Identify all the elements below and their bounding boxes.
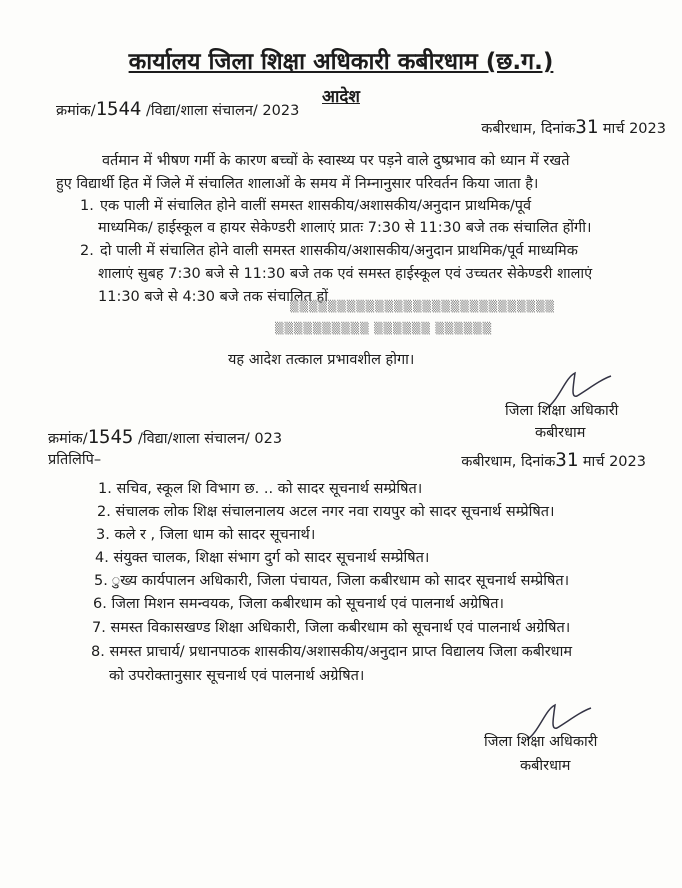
ref-prefix: क्रमांक/ <box>48 431 88 447</box>
point-number: 2. <box>80 243 94 259</box>
ref-suffix: /विद्या/शाला संचालन/ 023 <box>133 431 283 447</box>
ref-number: 1544 <box>95 98 142 120</box>
point-line: एक पाली में संचालित होने वालीं समस्त शासकीय/अशासकीय/अनुदान प्राथमिक/पूर्व <box>100 198 532 214</box>
copy-item: 5. ुख्य कार्यपालन अधिकारी, जिला पंचायत, जिला कबीरधाम को सादर सूचनार्थ सम्प्रेषित। <box>94 573 570 589</box>
signatory-place: कबीरधाम <box>520 758 571 774</box>
point-line: 11:30 बजे से 4:30 बजे तक संचालित हों <box>98 289 328 305</box>
date-prefix: कबीरधाम, दिनांक <box>481 121 576 137</box>
copy-item: 8. समस्त प्राचार्य/ प्रधानपाठक शासकीय/अशासकीय/अनुदान प्राप्त विद्यालय जिला कबीरधाम <box>91 644 573 660</box>
stamp-smudge: ▒▒▒▒▒▒▒▒▒▒▒▒▒▒▒▒▒▒▒▒▒▒▒▒▒▒▒▒ <box>290 300 555 313</box>
effective-statement: यह आदेश तत्काल प्रभावशील होगा। <box>228 352 415 368</box>
point-number: 1. <box>80 198 94 214</box>
copy-item: 6. जिला मिशन समन्वयक, जिला कबीरधाम को सूचनार्थ एवं पालनार्थ अग्रेषित। <box>93 596 505 612</box>
para-line: हुए विद्यार्थी हित में जिले में संचालित शालाओं के समय में निम्नानुसार परिवर्तन किया जाता है। <box>56 176 539 192</box>
copy-label: प्रतिलिपि– <box>48 452 102 468</box>
ref-prefix: क्रमांक/ <box>56 103 96 119</box>
ref-suffix: /विद्या/शाला संचालन/ 2023 <box>141 103 300 119</box>
date-day: 31 <box>575 116 599 138</box>
point-line: दो पाली में संचालित होने वाली समस्त शासकीय/अशासकीय/अनुदान प्राथमिक/पूर्व माध्यमिक <box>100 243 578 259</box>
para-line: वर्तमान में भीषण गर्मी के कारण बच्चों के स्वास्थ्य पर पड़ने वाले दुष्प्रभाव को ध्यान में रखते <box>102 153 570 169</box>
point-line: माध्यमिक/ हाईस्कूल व हायर सेकेण्डरी शालाएं प्रातः 7:30 से 11:30 बजे तक संचालित होंगी। <box>98 220 592 236</box>
order-heading: आदेश <box>322 87 360 107</box>
point-line: शालाएं सुबह 7:30 बजे से 11:30 बजे तक एवं समस्त हाईस्कूल एवं उच्चतर सेकेण्डरी शालाएं <box>98 266 593 282</box>
copy-item: 7. समस्त विकासखण्ड शिक्षा अधिकारी, जिला कबीरधाम को सूचनार्थ एवं पालनार्थ अग्रेषित। <box>92 620 571 636</box>
date-suffix: मार्च 2023 <box>578 454 646 470</box>
copy-date <box>461 451 646 471</box>
office-title: कार्यालय जिला शिक्षा अधिकारी कबीरधाम (छ.ग.) <box>128 49 554 75</box>
signatory-place: कबीरधाम <box>535 425 586 441</box>
order-date <box>481 118 666 138</box>
date-suffix: मार्च 2023 <box>598 121 666 137</box>
order-ref <box>56 100 299 120</box>
copy-item-continuation: को उपरोक्तानुसार सूचनार्थ एवं पालनार्थ अग्रेषित। <box>109 668 365 684</box>
signatory-title: जिला शिक्षा अधिकारी <box>505 403 619 419</box>
ref-number: 1545 <box>87 426 134 448</box>
stamp-smudge: ▒▒▒▒▒▒▒▒▒▒ ▒▒▒▒▒▒ ▒▒▒▒▒▒ <box>275 322 493 335</box>
date-prefix: कबीरधाम, दिनांक <box>461 454 556 470</box>
copy-item: 1. सचिव, स्कूल शि विभाग छ. .. को सादर सूचनार्थ सम्प्रेषित। <box>98 481 423 497</box>
date-day: 31 <box>555 449 579 471</box>
copy-ref <box>48 428 282 448</box>
signatory-title: जिला शिक्षा अधिकारी <box>484 734 598 750</box>
copy-item: 4. संयुक्त चालक, शिक्षा संभाग दुर्ग को सादर सूचनार्थ सम्प्रेषित। <box>95 550 430 566</box>
copy-item: 3. कले र , जिला धाम को सादर सूचनार्थ। <box>96 527 316 543</box>
copy-item: 2. संचालक लोक शिक्ष संचालनालय अटल नगर नवा रायपुर को सादर सूचनार्थ सम्प्रेषित। <box>97 504 555 520</box>
